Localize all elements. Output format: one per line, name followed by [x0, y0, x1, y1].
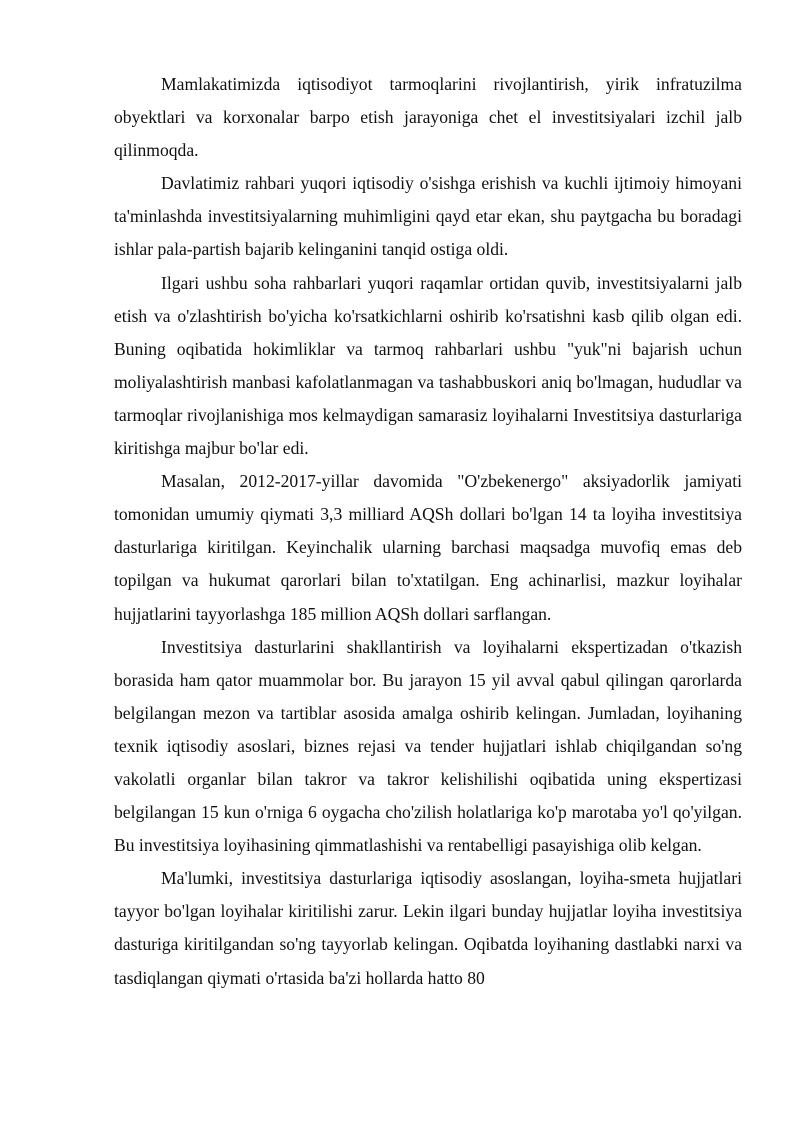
document-body: [114, 68, 742, 995]
paragraph-5: Investitsiya dasturlarini shakllantirish va loyihalarni ekspertizadan o'tkazish borasida ham qator muammolar bor. Bu jarayon 15 yil avval qabul qilingan qarorlarda belgilangan mezon va tartiblar asosida amalga oshirib kelingan. Jumladan, loyihaning texnik iqtisodiy asoslari, biznes rejasi va tender hujjatlari ishlab chiqilgandan so'ng vakolatli organlar bilan takror va takror kelishilishi oqibatida uning ekspertizasi belgilangan 15 kun o'rniga 6 oygacha cho'zilish holatlariga ko'p marotaba yo'l qo'yilgan. Bu investitsiya loyihasining qimmatlashishi va rentabelligi pasayishiga olib kelgan.: [114, 636, 742, 856]
paragraph-6: Ma'lumki, investitsiya dasturlariga iqtisodiy asoslangan, loyiha-smeta hujjatlari tayyor bo'lgan loyihalar kiritilishi zarur. Lekin ilgari bunday hujjatlar loyiha investitsiya dasturiga kiritilgandan so'ng tayyorlab kelingan. Oqibatda loyihaning dastlabki narxi va tasdiqlangan qiymati o'rtasida ba'zi hollarda hatto 80: [114, 868, 742, 988]
paragraph-3: Ilgari ushbu soha rahbarlari yuqori raqamlar ortidan quvib, investitsiyalarni jalb etish va o'zlashtirish bo'yicha ko'rsatkichlarni oshirib ko'rsatishni kasb qilib olgan edi. Buning oqibatida hokimliklar va tarmoq rahbarlari ushbu "yuk"ni bajarish uchun moliyalashtirish manbasi kafolatlanmagan va tashabbuskori aniq bo'lmagan, hududlar va tarmoqlar rivojlanishiga mos kelmaydigan samarasiz loyihalarni Investitsiya dasturlariga kiritishga majbur bo'lar edi.: [114, 272, 742, 459]
paragraph-2: Davlatimiz rahbari yuqori iqtisodiy o'sishga erishish va kuchli ijtimoiy himoyani ta'minlashda investitsiyalarning muhimligini qayd etar ekan, shu paytgacha bu boradagi ishlar pala-partish bajarib kelinganini tanqid ostiga oldi.: [114, 173, 742, 260]
paragraph-1: Mamlakatimizda iqtisodiyot tarmoqlarini rivojlantirish, yirik infratuzilma obyektlari va korxonalar barpo etish jarayoniga chet el investitsiyalari izchil jalb qilinmoqda.: [114, 74, 742, 161]
paragraph-4: Masalan, 2012-2017-yillar davomida "O'zbekenergo" aksiyadorlik jamiyati tomonidan umumiy qiymati 3,3 milliard AQSh dollari bo'lgan 14 ta loyiha investitsiya dasturlariga kiritilgan. Keyinchalik ularning barchasi maqsadga muvofiq emas deb topilgan va hukumat qarorlari bilan to'xtatilgan. Eng achinarlisi, mazkur loyihalar hujjatlarini tayyorlashga 185 million AQSh dollari sarflangan.: [114, 471, 742, 624]
